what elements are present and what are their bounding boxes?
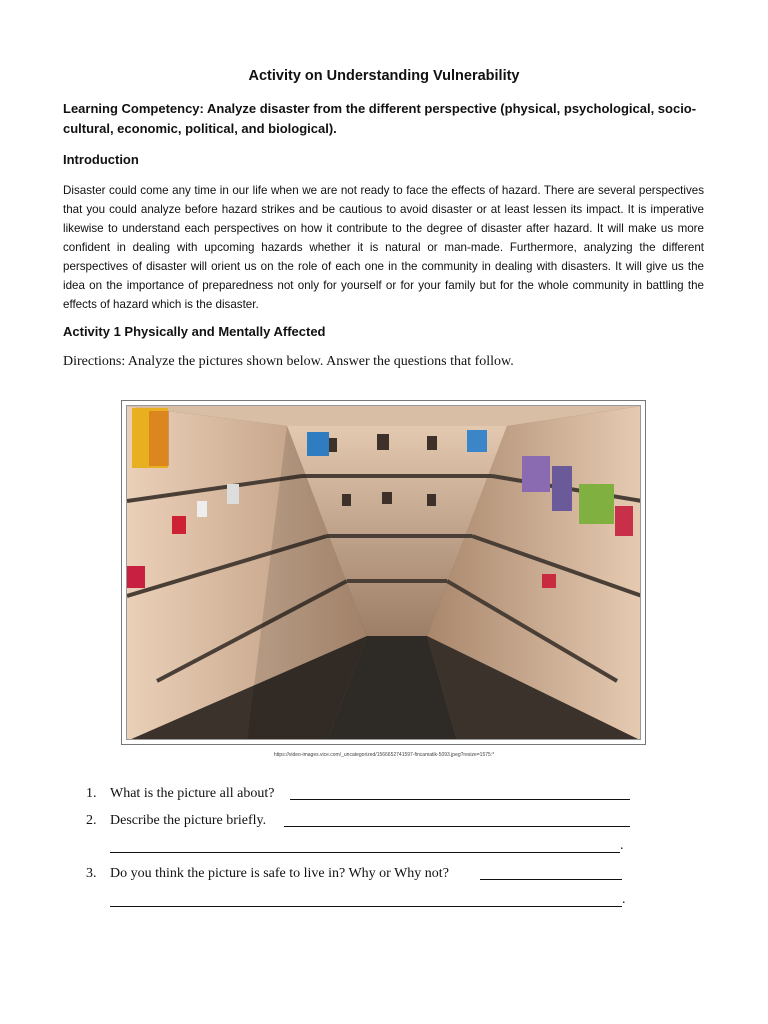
answer-line-2a[interactable] [284,826,630,827]
question-2 [86,813,266,829]
question-1 [86,786,274,802]
question-1-number: 1. [86,786,97,801]
directions-text: Directions: Analyze the pictures shown below. Answer the questions that follow. [63,354,514,369]
line-end-period-2: . [620,838,624,853]
question-3 [86,866,449,882]
question-3-number: 3. [86,866,97,881]
question-2-number: 2. [86,813,97,828]
question-3-text: Do you think the picture is safe to live in? Why or Why not? [110,866,449,881]
answer-line-3a[interactable] [480,879,622,880]
learning-competency: Learning Competency: Analyze disaster from the different perspective (physical, psychological, socio-cultural, economic, political, and biological). [63,101,697,136]
photo-frame [121,400,646,745]
question-2-text: Describe the picture briefly. [110,813,267,828]
introduction-heading: Introduction [63,152,139,167]
courtyard-photo [126,405,641,740]
image-source-caption: https://video-images.vice.com/_uncategorized/1566652741597-fincamatik-5093.jpeg?resize=1575:* [273,752,495,758]
answer-line-1[interactable] [290,799,630,800]
line-end-period-3: . [622,892,626,907]
introduction-paragraph: Disaster could come any time in our life when we are not ready to face the effects of hazard. There are several perspectives that you could analyze before hazard strikes and be cautious to avoid disaster or at least lessen its impact. It is imperative likewise to understand each perspectives on how it contribute to the degree of disaster after hazard. It will make us more confident in dealing with upcoming hazards whether it is natural or man-made. Furthermore, analyzing the different perspectives of disaster will orient us on the role of each one in the community in dealing with disasters. It will give us the idea on the importance of preparedness not only for yourself or for your family but for the whole community in battling the effects of hazard which is the disaster. [63,184,704,311]
question-1-text: What is the picture all about? [110,786,275,801]
answer-line-2b[interactable] [110,852,620,853]
answer-line-3b[interactable] [110,906,622,907]
document-title: Activity on Understanding Vulnerability [248,68,520,84]
activity-heading: Activity 1 Physically and Mentally Affected [63,324,326,339]
